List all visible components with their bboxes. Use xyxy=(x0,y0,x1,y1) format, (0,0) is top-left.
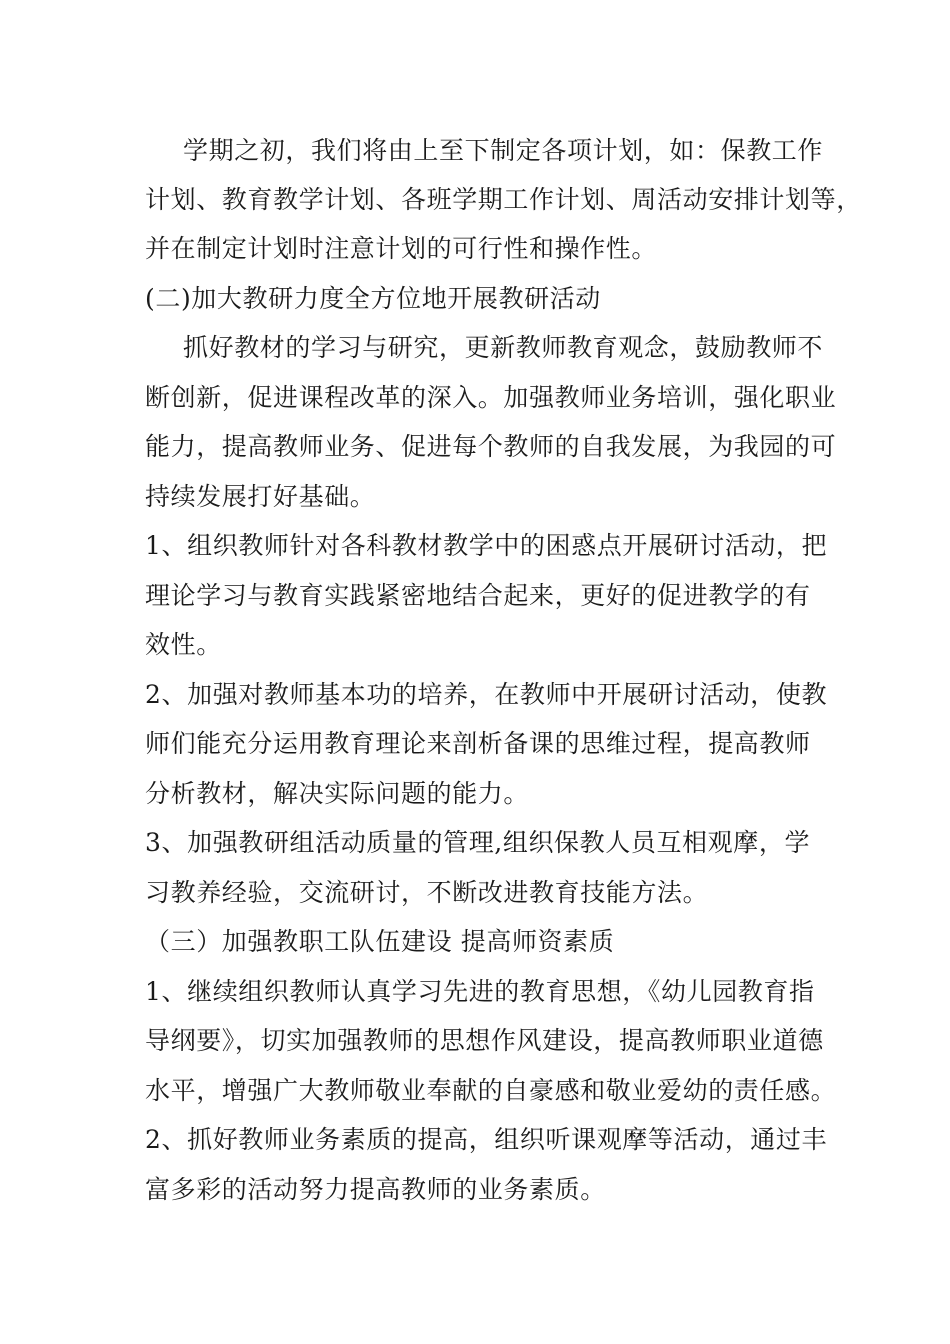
list-item-line: 1、继续组织教师认真学习先进的教育思想，《幼儿园教育指 xyxy=(145,977,815,1006)
list-item-line: 富多彩的活动努力提高教师的业务素质。 xyxy=(145,1175,606,1204)
list-item-line: 2、加强对教师基本功的培养，在教师中开展研讨活动，使教 xyxy=(145,680,828,709)
list-item-line: 3、加强教研组活动质量的管理,组织保教人员互相观摩，学 xyxy=(145,828,811,857)
paragraph-line: 抓好教材的学习与研究，更新教师教育观念，鼓励教师不 xyxy=(183,333,824,362)
list-item-line: 师们能充分运用教育理论来剖析备课的思维过程，提高教师 xyxy=(145,729,811,758)
paragraph-line: 计划、教育教学计划、各班学期工作计划、周活动安排计划等， xyxy=(145,185,862,214)
list-item-line: 导纲要》，切实加强教师的思想作风建设，提高教师职业道德 xyxy=(145,1026,824,1055)
paragraph-line: 持续发展打好基础。 xyxy=(145,482,376,511)
list-item-line: 效性。 xyxy=(145,630,222,659)
paragraph-line: 学期之初，我们将由上至下制定各项计划，如：保教工作 xyxy=(183,136,824,165)
paragraph-line: 断创新，促进课程改革的深入。加强教师业务培训，强化职业 xyxy=(145,383,837,412)
paragraph-line: 能力，提高教师业务、促进每个教师的自我发展，为我园的可 xyxy=(145,432,837,461)
list-item-line: 水平，增强广大教师敬业奉献的自豪感和敬业爱幼的责任感。 xyxy=(145,1076,837,1105)
section-heading: （三）加强教职工队伍建设 提高师资素质 xyxy=(145,927,615,956)
list-item-line: 2、抓好教师业务素质的提高，组织听课观摩等活动，通过丰 xyxy=(145,1125,828,1154)
section-heading: (二)加大教研力度全方位地开展教研活动 xyxy=(145,284,601,313)
list-item-line: 分析教材，解决实际问题的能力。 xyxy=(145,779,530,808)
list-item-line: 习教养经验，交流研讨，不断改进教育技能方法。 xyxy=(145,878,709,907)
list-item-line: 理论学习与教育实践紧密地结合起来，更好的促进教学的有 xyxy=(145,581,811,610)
list-item-line: 1、组织教师针对各科教材教学中的困惑点开展研讨活动，把 xyxy=(145,531,828,560)
paragraph-line: 并在制定计划时注意计划的可行性和操作性。 xyxy=(145,234,658,263)
